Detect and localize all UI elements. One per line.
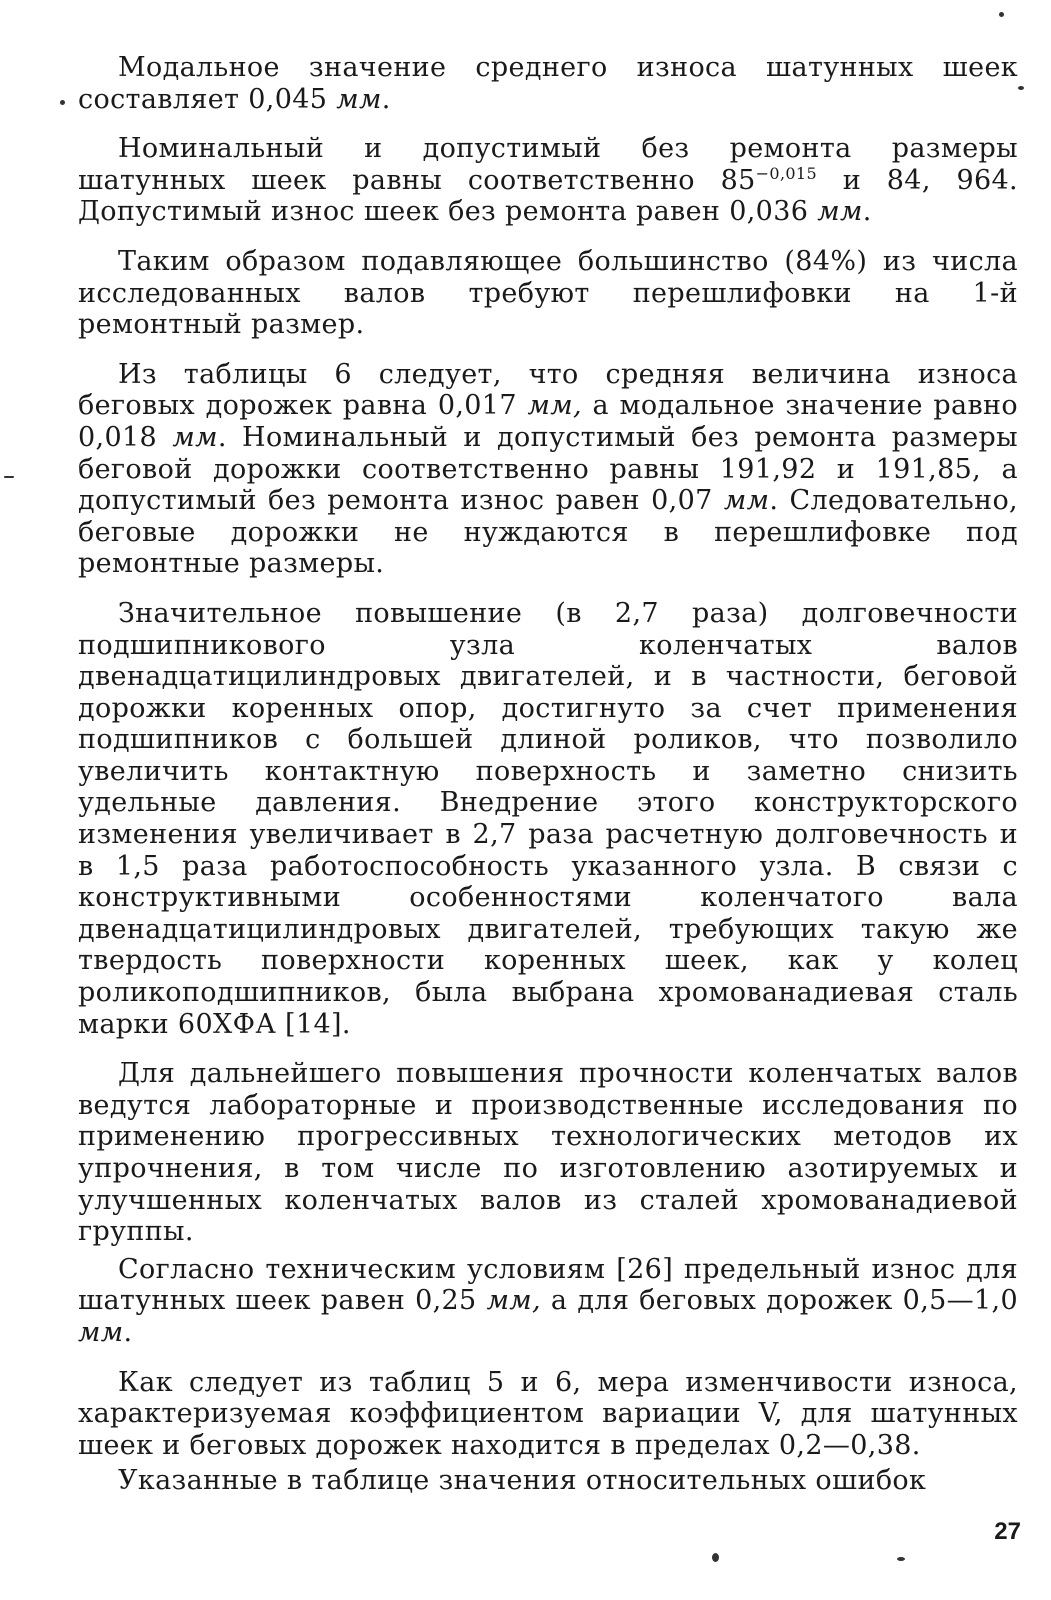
text: Модальное значение среднего износа шатунных шеек составляет 0,045 [78, 52, 1018, 115]
text: Из таблицы 6 следует, что средняя величина износа беговых дорожек равна 0,017 [78, 358, 1018, 422]
text: Таким образом подавляющее большинство (84%) из числа исследованных валов требуют перешлифовки на 1-й ремонтный размер. [78, 245, 1018, 341]
paragraph-nominal-sizes [78, 133, 1018, 228]
tolerance-superscript: −0,015 [755, 163, 817, 183]
paragraph-modal-wear [78, 52, 1018, 115]
text: . [862, 196, 872, 228]
unit-mm: мм [78, 1316, 124, 1348]
text: Указанные в таблице значения относительных ошибок [118, 1465, 927, 1497]
paragraph-relative-errors [78, 1465, 1018, 1497]
unit-mm: мм [172, 421, 218, 453]
paragraph-further-research [78, 1058, 1018, 1248]
text: Значительное повышение (в 2,7 раза) долговечности подшипникового узла коленчатых валов двенадцатицилиндровых двигателей, и в частности, беговой дорожки коренных опор, достигнуто за счет применения подшипников с большей длиной роликов, что позволило увеличить контактную поверхность и заметно снизить удельные давления. Внедрение этого конструкторского изменения увеличивает в 2,7 раза расчетную долговечность и в 1,5 раза работоспособность указанного узла. В связи с конструктивными особенностями коленчатого вала двенадцатицилиндровых двигателей, требующих такую же твердость поверхности коренных шеек, как у колец роликоподшипников, была выбрана хромованадиевая сталь марки 60ХФА [14]. [78, 597, 1018, 1040]
text: Для дальнейшего повышения прочности коленчатых валов ведутся лабораторные и производственные исследования по применению прогрессивных технологических методов их упрочнения, в том числе по изготовлению азотируемых и улучшенных коленчатых валов из сталей хромованадиевой группы. [78, 1058, 1018, 1248]
paragraph-durability-increase [78, 598, 1018, 1040]
text: . Следовательно, беговые дорожки не нуждаются в перешлифовке под ремонтные размеры. [78, 485, 1018, 580]
scan-speck [1018, 86, 1024, 90]
unit-mm: мм, [486, 1285, 541, 1317]
paragraph-majority-regrinding [78, 246, 1018, 341]
page-number: 27 [994, 1518, 1021, 1545]
paragraph-variation-coefficient [78, 1367, 1018, 1462]
scan-speck [60, 100, 65, 105]
text: Согласно техническим условиям [26] предельный износ для шатунных шеек равен 0,25 [78, 1253, 1018, 1317]
text: а модальное значение равно 0,018 [78, 390, 1018, 453]
text: . [381, 83, 391, 115]
unit-mm: мм [817, 196, 863, 228]
scan-speck [999, 12, 1004, 17]
scan-speck [897, 1557, 905, 1561]
text: Как следует из таблиц 5 и 6, мера изменчивости износа, характеризуемая коэффициентом вариации V, для шатунных шеек и беговых дорожек находится в пределах 0,2—0,38. [78, 1366, 1018, 1461]
text: . [123, 1316, 133, 1348]
scan-speck [712, 1553, 719, 1562]
scan-speck [4, 476, 14, 478]
paragraph-table-6 [78, 359, 1018, 580]
unit-mm: мм [723, 485, 770, 517]
unit-mm: мм [336, 83, 382, 115]
text: а для беговых дорожек 0,5—1,0 [540, 1285, 1018, 1317]
unit-mm: мм, [527, 390, 582, 422]
paragraph-technical-conditions [78, 1254, 1018, 1349]
text: . Номинальный и допустимый без ремонта размеры беговой дорожки соответственно равны 191,92 и 191,85, а допустимый без ремонта износ равен 0,07 [78, 421, 1018, 517]
text: Номинальный и допустимый без ремонта размеры шатунных шеек равны соответственно 85 [78, 133, 1018, 196]
text: и 84, 964. Допустимый износ шеек без ремонта равен 0,036 [78, 164, 1018, 228]
page-body [78, 52, 1018, 1515]
